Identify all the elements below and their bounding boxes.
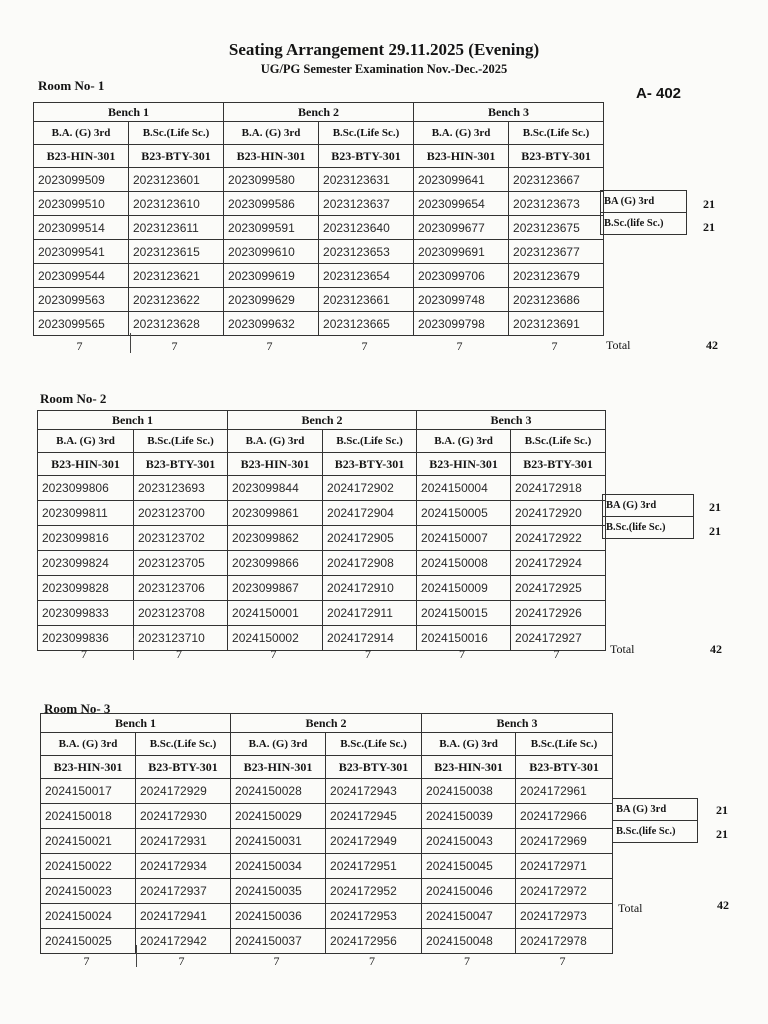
summary-label: BA (G) 3rd	[616, 804, 667, 815]
roll-number-cell: 2024172949	[326, 829, 422, 854]
roll-number-cell: 2023099580	[224, 168, 319, 192]
paper-code: B23-BTY-301	[516, 756, 613, 779]
roll-number-cell: 2023123628	[129, 312, 224, 336]
roll-number-cell: 2024172930	[136, 804, 231, 829]
paper-code: B23-HIN-301	[417, 453, 511, 476]
roll-number-cell: 2023099509	[34, 168, 129, 192]
summary-value: 21	[716, 827, 728, 841]
roll-number-cell: 2024150007	[417, 526, 511, 551]
roll-number-cell: 2024172971	[516, 854, 613, 879]
count-divider	[136, 945, 137, 967]
roll-number-cell: 2023123653	[319, 240, 414, 264]
total-label: Total	[618, 901, 643, 915]
roll-number-cell: 2023123611	[129, 216, 224, 240]
paper-code: B23-BTY-301	[319, 145, 414, 168]
bench-header: Bench 2	[231, 714, 422, 733]
table-row	[38, 551, 606, 576]
roll-number-cell: 2023099691	[414, 240, 509, 264]
roll-number-cell: 2024172925	[511, 576, 606, 601]
program-header: B.Sc.(Life Sc.)	[134, 430, 228, 453]
roll-number-cell: 2023123665	[319, 312, 414, 336]
roll-number-cell: 2023123621	[129, 264, 224, 288]
roll-number-cell: 2023099828	[38, 576, 134, 601]
roll-number-cell: 2023123615	[129, 240, 224, 264]
table-row	[34, 168, 604, 192]
room-label: Room No- 2	[40, 391, 107, 406]
roll-number-cell: 2024172937	[136, 879, 231, 904]
program-header: B.Sc.(Life Sc.)	[323, 430, 417, 453]
page-subtitle: UG/PG Semester Examination Nov.-Dec.-2025	[260, 62, 508, 76]
roll-number-cell: 2024172943	[326, 779, 422, 804]
roll-number-cell: 2023099836	[38, 626, 134, 651]
roll-number-cell: 2024172910	[323, 576, 417, 601]
program-header: B.Sc.(Life Sc.)	[319, 122, 414, 145]
roll-number-cell: 2024172961	[516, 779, 613, 804]
roll-number-cell: 2023099654	[414, 192, 509, 216]
roll-number-cell: 2023099610	[224, 240, 319, 264]
program-header: B.Sc.(Life Sc.)	[509, 122, 604, 145]
roll-number-cell: 2023099565	[34, 312, 129, 336]
roll-number-cell: 2024172922	[511, 526, 606, 551]
roll-number-cell: 2023123631	[319, 168, 414, 192]
program-header-row	[34, 122, 604, 145]
program-header: B.Sc.(Life Sc.)	[516, 733, 613, 756]
roll-number-cell: 2023123686	[509, 288, 604, 312]
roll-number-cell: 2024172951	[326, 854, 422, 879]
roll-number-cell: 2024172911	[323, 601, 417, 626]
roll-number-cell: 2024150037	[231, 929, 326, 954]
summary-value: 21	[716, 803, 728, 817]
summary-value: 21	[703, 197, 715, 211]
roll-number-cell: 2024150005	[417, 501, 511, 526]
roll-number-cell: 2023099844	[228, 476, 323, 501]
program-header-row	[38, 430, 606, 453]
table-row	[38, 501, 606, 526]
roll-number-cell: 2024172905	[323, 526, 417, 551]
column-count: 7	[176, 647, 182, 661]
roll-number-cell: 2024172902	[323, 476, 417, 501]
roll-number-cell: 2023099866	[228, 551, 323, 576]
table-row	[38, 526, 606, 551]
roll-number-cell: 2024172972	[516, 879, 613, 904]
summary-label: BA (G) 3rd	[604, 196, 655, 207]
count-divider	[130, 333, 131, 353]
roll-number-cell: 2023099641	[414, 168, 509, 192]
bench-header: Bench 1	[34, 103, 224, 122]
roll-number-cell: 2024150045	[422, 854, 516, 879]
roll-number-cell: 2023099586	[224, 192, 319, 216]
roll-number-cell: 2023123654	[319, 264, 414, 288]
bench-header: Bench 2	[228, 411, 417, 430]
program-header: B.A. (G) 3rd	[41, 733, 136, 756]
paper-code: B23-HIN-301	[414, 145, 509, 168]
paper-code: B23-BTY-301	[323, 453, 417, 476]
summary-box	[602, 494, 694, 539]
seating-table-room-1	[33, 102, 604, 336]
roll-number-cell: 2024150046	[422, 879, 516, 904]
column-count: 7	[365, 647, 371, 661]
count-divider	[133, 638, 134, 660]
roll-number-cell: 2024172908	[323, 551, 417, 576]
program-header: B.A. (G) 3rd	[224, 122, 319, 145]
roll-number-cell: 2024150048	[422, 929, 516, 954]
roll-number-cell: 2024150038	[422, 779, 516, 804]
roll-number-cell: 2023123677	[509, 240, 604, 264]
seating-table-room-3	[40, 713, 613, 954]
roll-number-cell: 2023099510	[34, 192, 129, 216]
roll-number-cell: 2024172945	[326, 804, 422, 829]
roll-number-cell: 2023099861	[228, 501, 323, 526]
paper-code: B23-HIN-301	[231, 756, 326, 779]
total-label: Total	[610, 642, 635, 656]
column-count: 7	[273, 954, 280, 968]
roll-number-cell: 2023099748	[414, 288, 509, 312]
roll-number-cell: 2023099632	[224, 312, 319, 336]
paper-code-row	[38, 453, 606, 476]
roll-number-cell: 2024150022	[41, 854, 136, 879]
roll-number-cell: 2023099824	[38, 551, 134, 576]
roll-number-cell: 2024150043	[422, 829, 516, 854]
roll-number-cell: 2023123675	[509, 216, 604, 240]
table-row	[41, 854, 613, 879]
column-count: 7	[270, 647, 277, 661]
program-header-row	[41, 733, 613, 756]
roll-number-cell: 2024150018	[41, 804, 136, 829]
table-row	[38, 476, 606, 501]
roll-number-cell: 2023099811	[38, 501, 134, 526]
paper-code: B23-BTY-301	[511, 453, 606, 476]
bench-header-row	[38, 411, 606, 430]
roll-number-cell: 2023123679	[509, 264, 604, 288]
column-count: 7	[459, 647, 465, 661]
bench-header: Bench 3	[422, 714, 613, 733]
table-row	[41, 804, 613, 829]
paper-code-row	[34, 145, 604, 168]
room-label: Room No- 1	[38, 78, 105, 93]
roll-number-cell: 2023099541	[34, 240, 129, 264]
program-header: B.Sc.(Life Sc.)	[511, 430, 606, 453]
table-row	[38, 626, 606, 651]
program-header: B.A. (G) 3rd	[414, 122, 509, 145]
table-row	[41, 904, 613, 929]
roll-number-cell: 2023099862	[228, 526, 323, 551]
total-value: 42	[717, 898, 729, 912]
roll-number-cell: 2024172934	[136, 854, 231, 879]
roll-number-cell: 2024172941	[136, 904, 231, 929]
column-count: 7	[266, 339, 273, 353]
program-header: B.Sc.(Life Sc.)	[129, 122, 224, 145]
summary-box	[612, 798, 698, 843]
room-code: A- 402	[636, 85, 682, 102]
roll-number-cell: 2024172931	[136, 829, 231, 854]
roll-number-cell: 2023123673	[509, 192, 604, 216]
roll-number-cell: 2024172914	[323, 626, 417, 651]
roll-number-cell: 2023123706	[134, 576, 228, 601]
roll-number-cell: 2024172918	[511, 476, 606, 501]
roll-number-cell: 2024172978	[516, 929, 613, 954]
column-count: 7	[171, 339, 178, 353]
roll-number-cell: 2023123710	[134, 626, 228, 651]
roll-number-cell: 2024150023	[41, 879, 136, 904]
roll-number-cell: 2024150001	[228, 601, 323, 626]
roll-number-cell: 2023099514	[34, 216, 129, 240]
roll-number-cell: 2023099798	[414, 312, 509, 336]
column-count: 7	[83, 954, 90, 968]
table-row	[41, 879, 613, 904]
column-count: 7	[361, 339, 368, 353]
summary-label: B.Sc.(life Sc.)	[613, 820, 697, 842]
bench-header: Bench 1	[38, 411, 228, 430]
bench-header-row	[41, 714, 613, 733]
column-count: 7	[551, 339, 558, 353]
program-header: B.A. (G) 3rd	[417, 430, 511, 453]
roll-number-cell: 2024150039	[422, 804, 516, 829]
roll-number-cell: 2023123702	[134, 526, 228, 551]
summary-box	[600, 190, 687, 235]
roll-number-cell: 2024172904	[323, 501, 417, 526]
roll-number-cell: 2024172920	[511, 501, 606, 526]
roll-number-cell: 2023123708	[134, 601, 228, 626]
roll-number-cell: 2024172953	[326, 904, 422, 929]
roll-number-cell: 2023099806	[38, 476, 134, 501]
roll-number-cell: 2023123705	[134, 551, 228, 576]
program-header: B.Sc.(Life Sc.)	[136, 733, 231, 756]
roll-number-cell: 2024172924	[511, 551, 606, 576]
paper-code: B23-HIN-301	[422, 756, 516, 779]
roll-number-cell: 2024172952	[326, 879, 422, 904]
roll-number-cell: 2023123601	[129, 168, 224, 192]
table-row	[41, 829, 613, 854]
program-header: B.Sc.(Life Sc.)	[326, 733, 422, 756]
summary-value: 21	[709, 524, 721, 538]
roll-number-cell: 2023099563	[34, 288, 129, 312]
column-count: 7	[369, 954, 375, 968]
paper-code: B23-BTY-301	[509, 145, 604, 168]
roll-number-cell: 2024150008	[417, 551, 511, 576]
paper-code: B23-HIN-301	[38, 453, 134, 476]
table-row	[34, 240, 604, 264]
program-header: B.A. (G) 3rd	[228, 430, 323, 453]
column-count: 7	[76, 339, 83, 353]
table-row	[34, 288, 604, 312]
roll-number-cell: 2024172929	[136, 779, 231, 804]
table-row	[38, 601, 606, 626]
summary-value: 21	[709, 500, 721, 514]
roll-number-cell: 2024150035	[231, 879, 326, 904]
table-row	[34, 264, 604, 288]
program-header: B.A. (G) 3rd	[231, 733, 326, 756]
roll-number-cell: 2024150028	[231, 779, 326, 804]
roll-number-cell: 2024150025	[41, 929, 136, 954]
roll-number-cell: 2023123691	[509, 312, 604, 336]
roll-number-cell: 2024150016	[417, 626, 511, 651]
bench-header: Bench 3	[414, 103, 604, 122]
bench-header: Bench 2	[224, 103, 414, 122]
bench-header: Bench 1	[41, 714, 231, 733]
table-row	[34, 192, 604, 216]
roll-number-cell: 2023099619	[224, 264, 319, 288]
roll-number-cell: 2023099706	[414, 264, 509, 288]
column-count: 7	[178, 954, 185, 968]
paper-code: B23-HIN-301	[41, 756, 136, 779]
roll-number-cell: 2024150029	[231, 804, 326, 829]
roll-number-cell: 2023123622	[129, 288, 224, 312]
total-label: Total	[606, 338, 631, 352]
roll-number-cell: 2024172926	[511, 601, 606, 626]
roll-number-cell: 2024150009	[417, 576, 511, 601]
room-label: Room No- 3	[44, 701, 111, 716]
roll-number-cell: 2023123610	[129, 192, 224, 216]
paper-code: B23-BTY-301	[136, 756, 231, 779]
paper-code: B23-HIN-301	[224, 145, 319, 168]
roll-number-cell: 2023099833	[38, 601, 134, 626]
program-header: B.A. (G) 3rd	[38, 430, 134, 453]
roll-number-cell: 2024172927	[511, 626, 606, 651]
roll-number-cell: 2023099629	[224, 288, 319, 312]
paper-code: B23-HIN-301	[34, 145, 129, 168]
roll-number-cell: 2024172973	[516, 904, 613, 929]
summary-value: 21	[703, 220, 715, 234]
program-header: B.A. (G) 3rd	[34, 122, 129, 145]
bench-header: Bench 3	[417, 411, 606, 430]
roll-number-cell: 2024172966	[516, 804, 613, 829]
roll-number-cell: 2024172969	[516, 829, 613, 854]
roll-number-cell: 2024150015	[417, 601, 511, 626]
summary-label: BA (G) 3rd	[606, 500, 657, 511]
roll-number-cell: 2024150034	[231, 854, 326, 879]
roll-number-cell: 2024172956	[326, 929, 422, 954]
page-title: Seating Arrangement 29.11.2025 (Evening)	[228, 40, 540, 59]
paper-code: B23-BTY-301	[129, 145, 224, 168]
roll-number-cell: 2024150036	[231, 904, 326, 929]
roll-number-cell: 2024150002	[228, 626, 323, 651]
roll-number-cell: 2023099591	[224, 216, 319, 240]
column-count: 7	[456, 339, 463, 353]
table-row	[34, 312, 604, 336]
roll-number-cell: 2024150004	[417, 476, 511, 501]
roll-number-cell: 2023123693	[134, 476, 228, 501]
roll-number-cell: 2024150021	[41, 829, 136, 854]
summary-label: B.Sc.(life Sc.)	[603, 516, 693, 538]
table-row	[41, 929, 613, 954]
roll-number-cell: 2024150047	[422, 904, 516, 929]
summary-label: B.Sc.(life Sc.)	[601, 212, 686, 234]
roll-number-cell: 2023099816	[38, 526, 134, 551]
column-count: 7	[553, 647, 560, 661]
roll-number-cell: 2023123637	[319, 192, 414, 216]
roll-number-cell: 2024172942	[136, 929, 231, 954]
roll-number-cell: 2023099677	[414, 216, 509, 240]
table-row	[41, 779, 613, 804]
table-row	[34, 216, 604, 240]
roll-number-cell: 2023123667	[509, 168, 604, 192]
program-header: B.A. (G) 3rd	[422, 733, 516, 756]
total-value: 42	[710, 642, 722, 656]
column-count: 7	[464, 954, 470, 968]
paper-code-row	[41, 756, 613, 779]
bench-header-row	[34, 103, 604, 122]
total-value: 42	[706, 338, 718, 352]
roll-number-cell: 2023123661	[319, 288, 414, 312]
roll-number-cell: 2024150024	[41, 904, 136, 929]
table-row	[38, 576, 606, 601]
roll-number-cell: 2024150017	[41, 779, 136, 804]
paper-code: B23-BTY-301	[134, 453, 228, 476]
paper-code: B23-BTY-301	[326, 756, 422, 779]
column-count: 7	[81, 647, 87, 661]
roll-number-cell: 2023099867	[228, 576, 323, 601]
paper-code: B23-HIN-301	[228, 453, 323, 476]
seating-table-room-2	[37, 410, 606, 651]
roll-number-cell: 2024150031	[231, 829, 326, 854]
column-count: 7	[559, 954, 566, 968]
roll-number-cell: 2023123640	[319, 216, 414, 240]
roll-number-cell: 2023099544	[34, 264, 129, 288]
roll-number-cell: 2023123700	[134, 501, 228, 526]
